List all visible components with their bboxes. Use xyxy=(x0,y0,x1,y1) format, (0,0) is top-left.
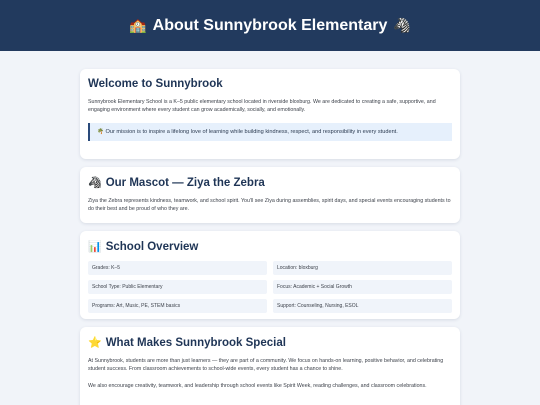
special-title-text: What Makes Sunnybrook Special xyxy=(105,336,286,349)
special-body-1: At Sunnybrook, students are more than just learners — they are part of a community. We focus on hands-on learning, positive behavior, and celebrating student success. From classroom achievements to school-wide events, every student has a chance to shine. xyxy=(88,358,444,372)
mascot-body: Ziya the Zebra represents kindness, teamwork, and school spirit. You'll see Ziya during assemblies, spirit days, and special events encouraging students to do their best and be proud of who they are. xyxy=(88,198,451,212)
zebra-icon: 🦓 xyxy=(88,176,102,189)
overview-item: School Type: Public Elementary xyxy=(88,280,267,294)
main-content xyxy=(0,51,540,405)
mascot-card xyxy=(80,167,460,223)
page-header xyxy=(0,0,540,51)
welcome-body: Sunnybrook Elementary School is a K–5 public elementary school located in riverside bloxburg. We are dedicated to creating a safe, supportive, and engaging environment where every student can grow academically, socially, and emotionally. xyxy=(88,99,436,113)
bar-chart-icon: 📊 xyxy=(88,240,102,253)
star-icon: ⭐ xyxy=(88,336,102,349)
overview-item: Programs: Art, Music, PE, STEM basics xyxy=(88,299,267,313)
overview-item: Location: bloxburg xyxy=(273,261,452,275)
welcome-title-text: Welcome to Sunnybrook xyxy=(88,78,223,90)
mascot-title-text: Our Mascot — Ziya the Zebra xyxy=(105,176,265,189)
overview-title-text: School Overview xyxy=(105,240,199,253)
mission-callout: 🌴 Our mission is to inspire a lifelong love of learning while building kindness, respect, and responsibility in every student. xyxy=(88,123,452,141)
zebra-icon: 🦓 xyxy=(393,17,411,34)
overview-card xyxy=(80,231,460,319)
overview-grid xyxy=(88,261,452,313)
overview-title xyxy=(88,240,452,253)
mascot-title xyxy=(88,176,452,189)
overview-item: Focus: Academic + Social Growth xyxy=(273,280,452,294)
overview-item: Grades: K–5 xyxy=(88,261,267,275)
overview-item: Support: Counseling, Nursing, ESOL xyxy=(273,299,452,313)
welcome-title xyxy=(88,78,452,90)
special-body-2: We also encourage creativity, teamwork, and leadership through school events like Spirit Week, reading challenges, and classroom celebrations. xyxy=(88,383,427,389)
special-card xyxy=(80,327,460,405)
welcome-card xyxy=(80,69,460,159)
school-icon: 🏫 xyxy=(129,17,147,34)
page-title xyxy=(129,17,411,35)
page-title-text: About Sunnybrook Elementary xyxy=(152,16,388,34)
special-title xyxy=(88,336,452,349)
